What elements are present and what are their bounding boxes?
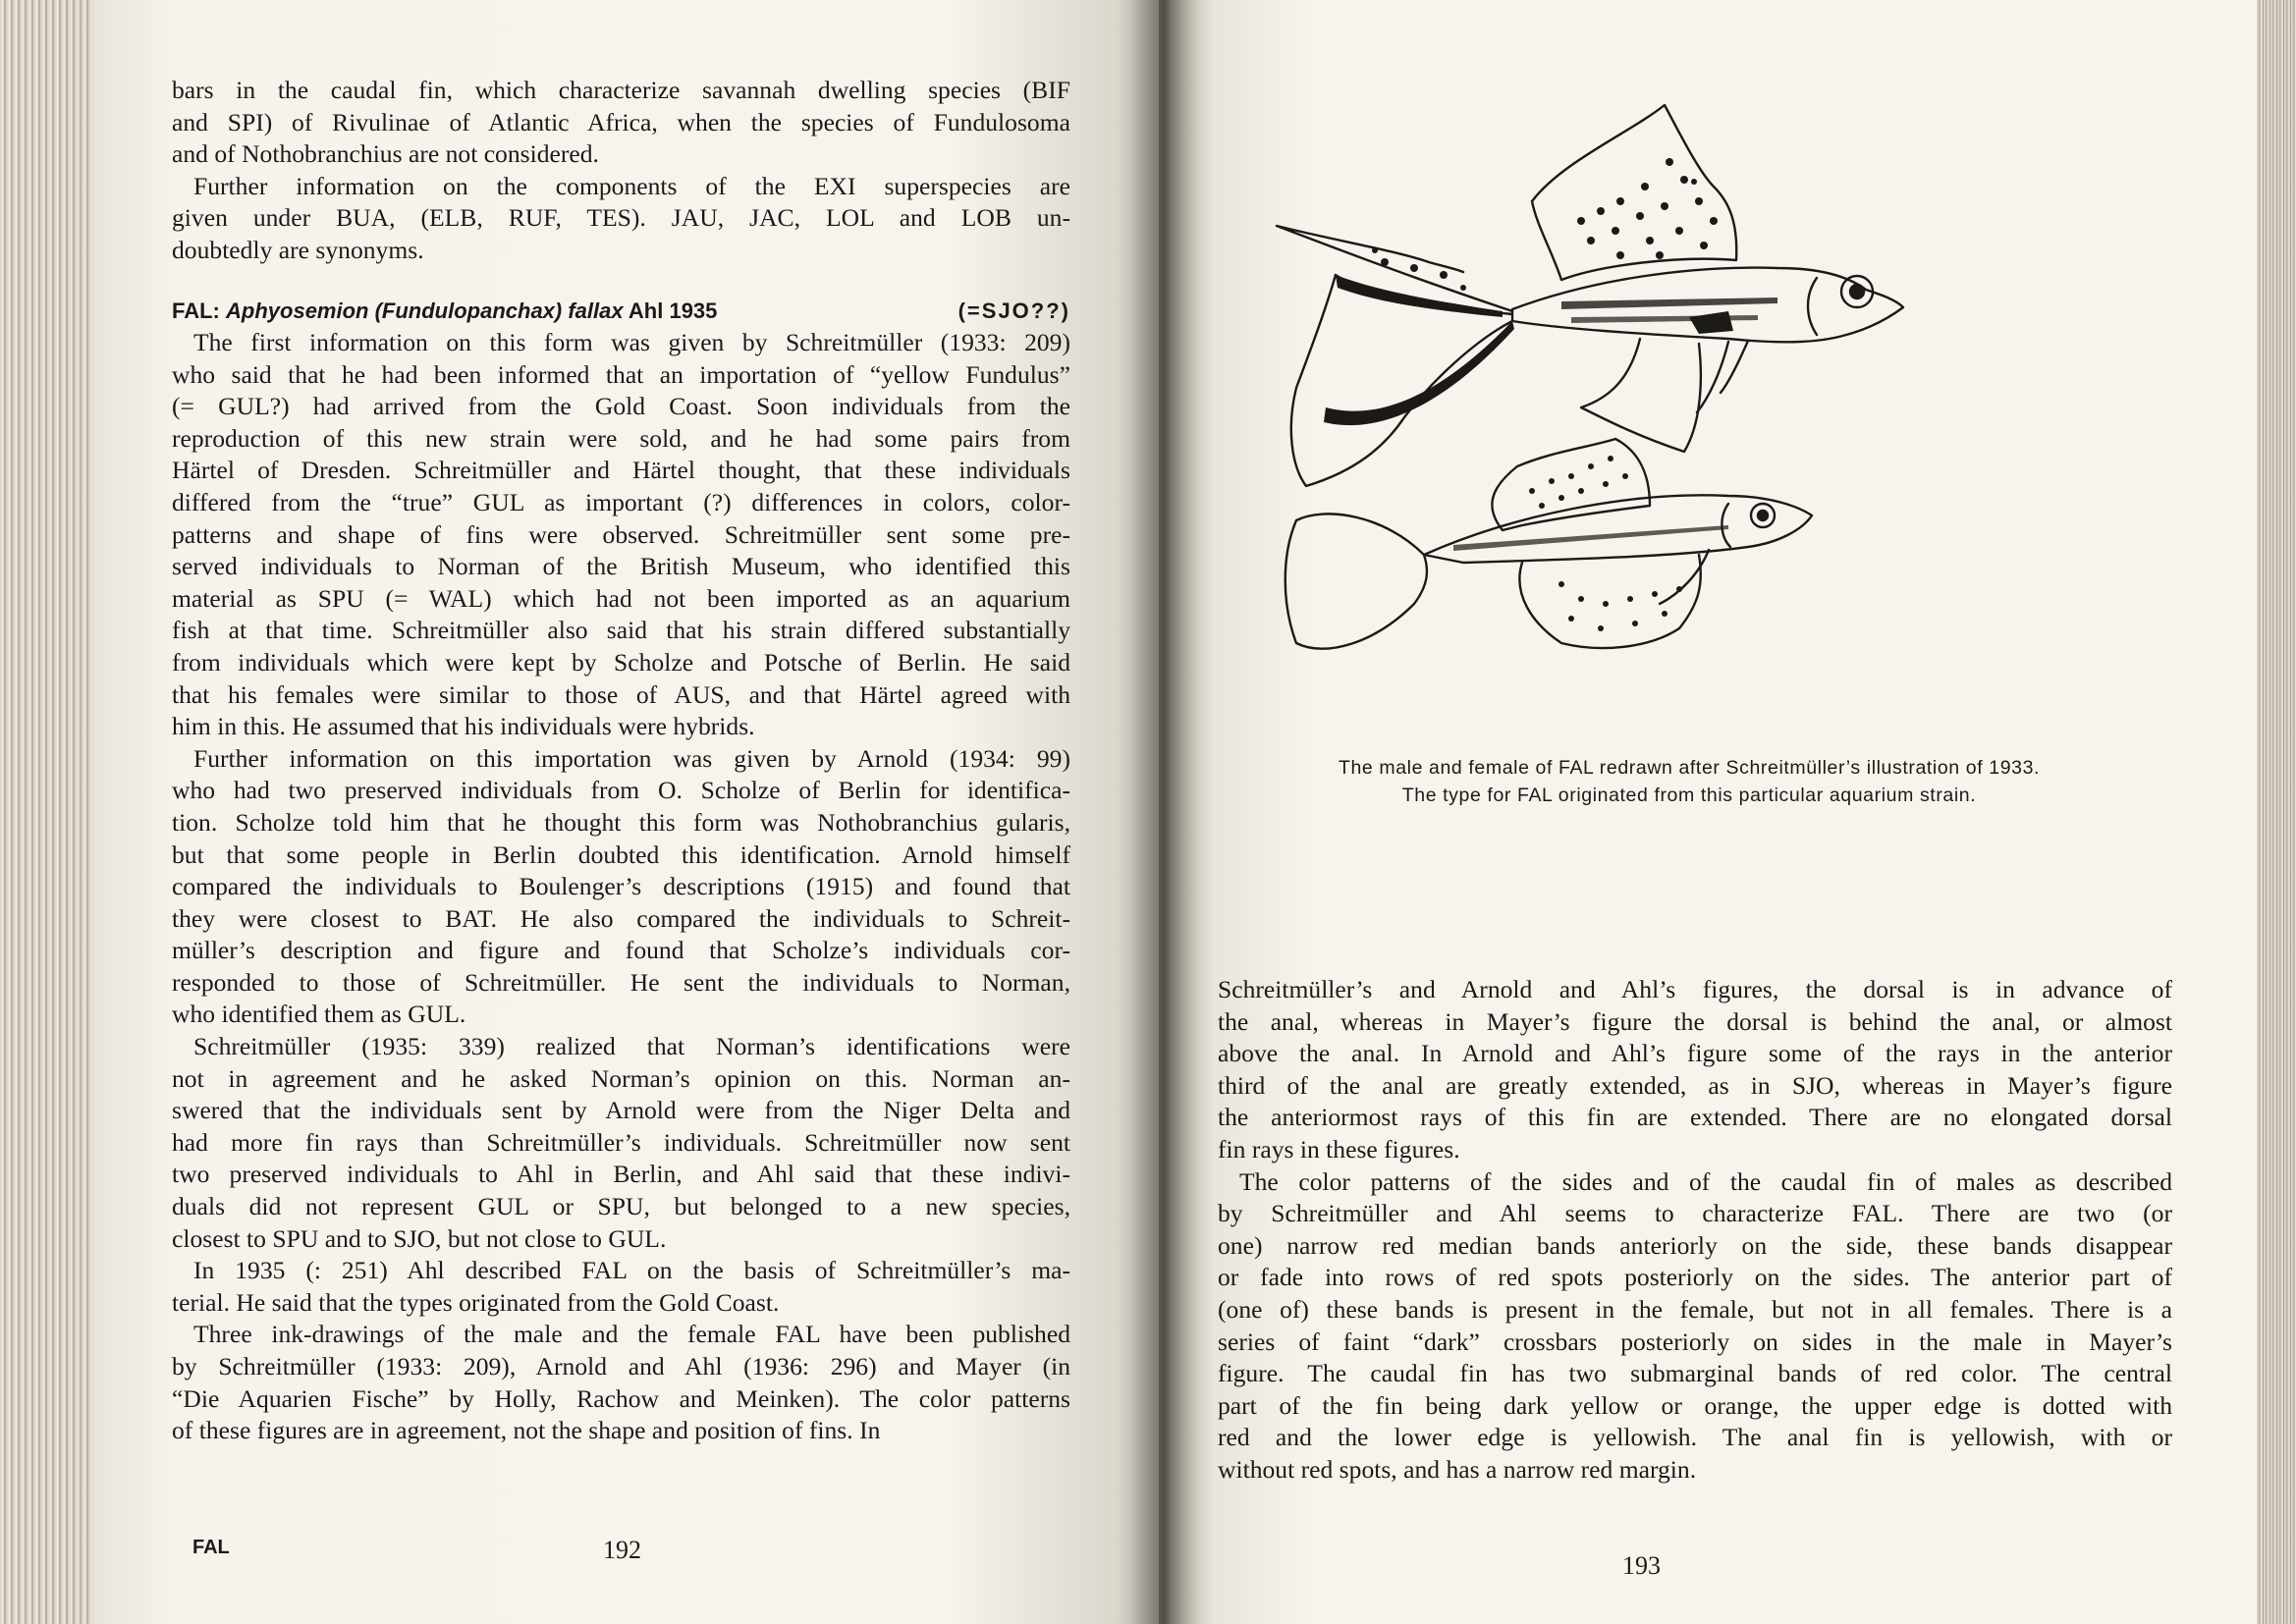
page-edges-left — [0, 0, 93, 1624]
text-line: (= GUL?) had arrived from the Gold Coast. Soon individuals from the — [172, 392, 1070, 421]
text-line: who said that he had been informed that an importation of “yellow Fundulus” — [172, 359, 1070, 389]
text-line: In 1935 (: 251) Ahl described FAL on the basis of Schreitmüller’s ma- — [193, 1256, 1070, 1285]
text-line: compared the individuals to Boulenger’s descriptions (1915) and found that — [172, 872, 1070, 901]
text-line: Further information on the components of the EXI superspecies are — [193, 171, 1070, 200]
text-line: red and the lower edge is yellowish. The anal fin is yellowish, with or — [1218, 1423, 2172, 1452]
text-line: differed from the “true” GUL as important (?) differences in colors, color- — [172, 487, 1070, 516]
text-line: swered that the individuals sent by Arnold were from the Niger Delta and — [172, 1096, 1070, 1125]
text-line: doubtedly are synonyms. — [172, 235, 424, 264]
text-line: the anteriormost rays of this fin are extended. There are no elongated dorsal — [1218, 1103, 2172, 1132]
text-line: müller’s description and figure and found that Scholze’s individuals cor- — [172, 936, 1070, 965]
text-line: (one of) these bands is present in the female, but not in all females. There is a — [1218, 1294, 2172, 1324]
text-line: third of the anal are greatly extended, as in SJO, whereas in Mayer’s figure — [1218, 1070, 2172, 1100]
text-line: given under BUA, (ELB, RUF, TES). JAU, JAC, LOL and LOB un- — [172, 203, 1070, 233]
paragraph — [172, 171, 1070, 267]
text-line: they were closest to BAT. He also compared the individuals to Schreit- — [172, 903, 1070, 933]
text-line: part of the fin being dark yellow or orange, the upper edge is dotted with — [1218, 1390, 2172, 1420]
left-body-text — [172, 327, 1070, 1447]
page-number-left: 192 — [603, 1536, 641, 1564]
page-number-right: 193 — [1622, 1551, 1661, 1580]
text-line: material as SPU (= WAL) which had not been imported as an aquarium — [172, 583, 1070, 613]
text-line: Schreitmüller (1935: 339) realized that Norman’s identifications were — [193, 1032, 1070, 1061]
species-code: FAL: — [172, 298, 220, 323]
text-line: without red spots, and has a narrow red margin. — [1218, 1454, 1697, 1484]
paragraph — [172, 327, 1070, 743]
text-line: or fade into rows of red spots posteriorly on the sides. The anterior part of — [1218, 1263, 2172, 1292]
text-line: figure. The caudal fin has two submarginal bands of red color. The central — [1218, 1359, 2172, 1388]
female-fish-drawing — [1285, 439, 1812, 649]
text-line: two preserved individuals to Ahl in Berlin, and Ahl said that these indivi- — [172, 1160, 1070, 1189]
species-author: Ahl 1935 — [628, 298, 718, 323]
text-line: bars in the caudal fin, which characterize savannah dwelling species (BIF — [172, 76, 1070, 104]
text-line: Further information on this importation was given by Arnold (1934: 99) — [193, 743, 1070, 773]
paragraph — [172, 743, 1070, 1031]
figure-caption — [1198, 754, 2180, 809]
text-line: above the anal. In Arnold and Ahl’s figure some of the rays in the anterior — [1218, 1039, 2172, 1068]
fish-illustration — [1267, 93, 2111, 741]
text-line: closest to SPU and to SJO, but not close to GUL. — [172, 1223, 667, 1253]
male-fin-spots — [1372, 158, 1718, 291]
text-line: and of Nothobranchius are not considered. — [172, 139, 599, 169]
text-line: Three ink-drawings of the male and the female FAL have been published — [193, 1320, 1070, 1349]
text-line: Härtel of Dresden. Schreitmüller and Härtel thought, that these individuals — [172, 456, 1070, 485]
species-name: Aphyosemion (Fundulopanchax) fallax — [226, 298, 624, 323]
text-line: duals did not represent GUL or SPU, but belonged to a new species, — [172, 1192, 1070, 1221]
paragraph — [172, 1319, 1070, 1446]
text-line: and SPI) of Rivulinae of Atlantic Africa, when the species of Fundulosoma — [172, 107, 1070, 136]
text-line: served individuals to Norman of the British Museum, who identified this — [172, 552, 1070, 581]
synonym-tag: (=SJO??) — [957, 298, 1070, 323]
text-line: who had two preserved individuals from O. Scholze of Berlin for identifica- — [172, 776, 1070, 805]
paragraph — [172, 1255, 1070, 1319]
text-line: “Die Aquarien Fische” by Holly, Rachow and Meinken). The color patterns — [172, 1383, 1070, 1413]
text-line: not in agreement and he asked Norman’s opinion on this. Norman an- — [172, 1063, 1070, 1093]
text-line: fish at that time. Schreitmüller also said that his strain differed substantially — [172, 616, 1070, 645]
text-line: tion. Scholze told him that he thought this form was Nothobranchius gularis, — [172, 807, 1070, 837]
text-line: had more fin rays than Schreitmüller’s individuals. Schreitmüller now sent — [172, 1127, 1070, 1157]
text-line: the anal, whereas in Mayer’s figure the dorsal is behind the anal, or almost — [1218, 1006, 2172, 1036]
text-line: one) narrow red median bands anteriorly on the side, these bands disappear — [1218, 1230, 2172, 1260]
text-line: patterns and shape of fins were observed. Schreitmüller sent some pre- — [172, 519, 1070, 549]
species-heading — [172, 298, 1070, 325]
caption-line-1: The male and female of FAL redrawn after Schreitmüller’s illustration of 1933. — [1338, 757, 2041, 779]
text-line: The color patterns of the sides and of the caudal fin of males as described — [1239, 1166, 2172, 1196]
text-line: that his females were similar to those of AUS, and that Härtel agreed with — [172, 679, 1070, 709]
female-fish-markings — [1453, 456, 1728, 631]
left-intro-text — [172, 75, 1070, 267]
paragraph — [1218, 1166, 2172, 1487]
text-line: responded to those of Schreitmüller. He sent the individuals to Norman, — [172, 967, 1070, 997]
text-line: The first information on this form was given by Schreitmüller (1933: 209) — [193, 328, 1070, 356]
text-line: by Schreitmüller and Ahl seems to characterize FAL. There are two (or — [1218, 1199, 2172, 1228]
text-line: who identified them as GUL. — [172, 1000, 466, 1029]
text-line: reproduction of this new strain were sold, and he had some pairs from — [172, 423, 1070, 453]
paragraph — [1218, 974, 2172, 1166]
text-line: fin rays in these figures. — [1218, 1134, 1460, 1164]
text-line: by Schreitmüller (1933: 209), Arnold and Ahl (1936: 296) and Mayer (in — [172, 1352, 1070, 1380]
caption-line-2: The type for FAL originated from this particular aquarium strain. — [1401, 785, 1977, 806]
text-line: terial. He said that the types originated from the Gold Coast. — [172, 1287, 780, 1317]
text-line: series of faint “dark” crossbars posteriorly on sides in the male in Mayer’s — [1218, 1326, 2172, 1356]
text-line: him in this. He assumed that his individuals were hybrids. — [172, 712, 755, 741]
paragraph — [172, 75, 1070, 171]
text-line: but that some people in Berlin doubted this identification. Arnold himself — [172, 839, 1070, 869]
page-edges-right — [2257, 0, 2296, 1624]
gutter-shadow — [1129, 0, 1198, 1624]
folio-label: FAL — [192, 1537, 230, 1558]
text-line: of these figures are in agreement, not the shape and position of fins. In — [172, 1416, 881, 1445]
right-body-text — [1218, 974, 2172, 1487]
text-line: from individuals which were kept by Scholze and Potsche of Berlin. He said — [172, 647, 1070, 677]
text-line: Schreitmüller’s and Arnold and Ahl’s figures, the dorsal is in advance of — [1218, 975, 2172, 1003]
paragraph — [172, 1031, 1070, 1255]
